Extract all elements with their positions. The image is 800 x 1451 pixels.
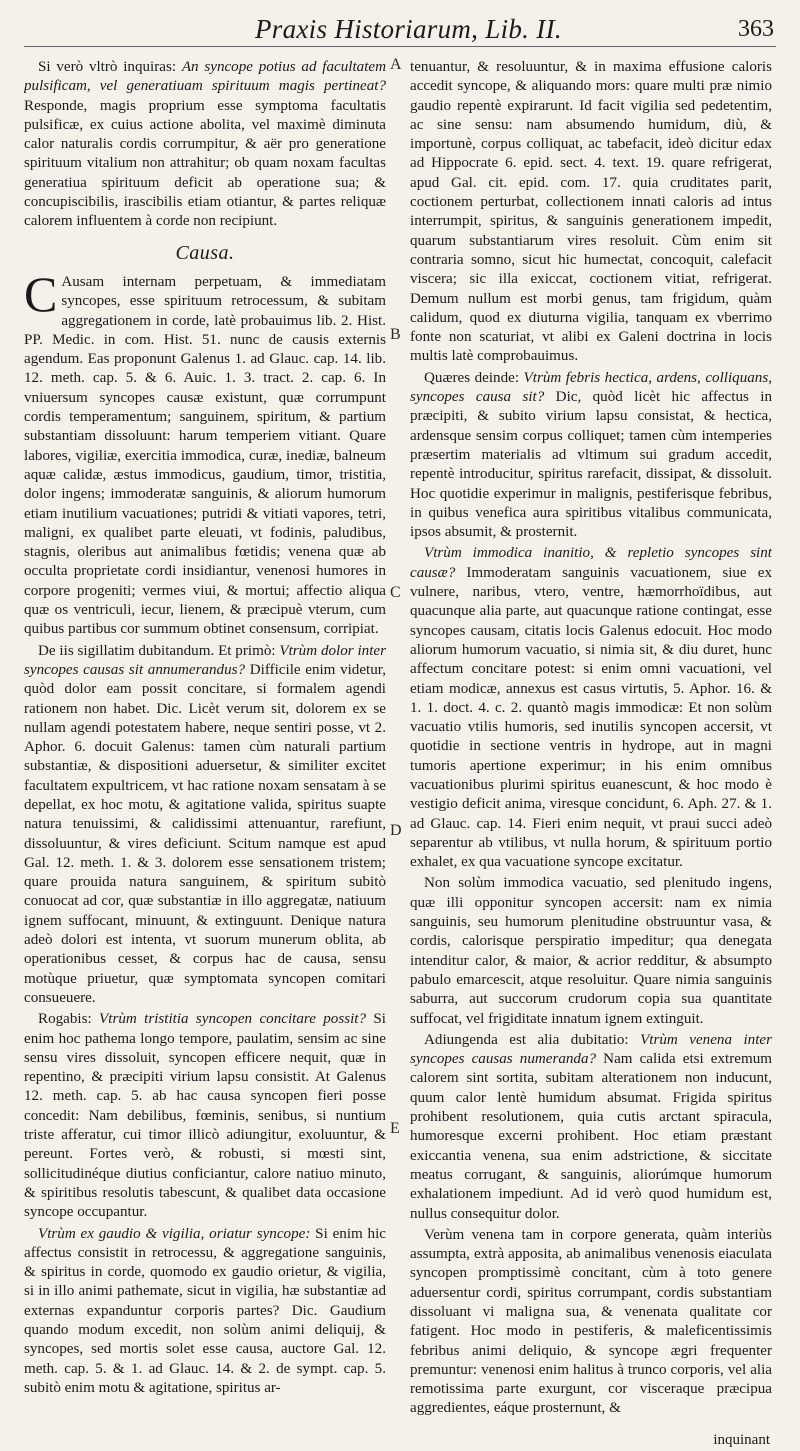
question: Vtrùm immodica inanitio, & repletio syncopes sint causæ? — [410, 545, 772, 581]
question: Vtrùm tristitia syncopen concitare possit? — [99, 1011, 367, 1028]
drop-cap: C — [24, 265, 58, 322]
margin-letter-a: A — [390, 56, 402, 73]
paragraph: Non solùm immodica vacuatio, sed plenitudo ingens, quæ illi opponitur syncopen accersit: nam ex nimia sanguinis, seu humorum plenitudine obstruuntur vasa, & cordis, calorisque perspiratio impeditur; qua denegata intenditur calor, & maior, & acrior redditur, & absumpto pabulo emarcescit, atque resoluitur. Quare nimia sanguinis saburra, aut succorum crudorum copia sua quantitate suffocat, vel frigiditate innatum ignem extinguit. — [410, 875, 772, 1027]
paragraph: Vtrùm immodica inanitio, & repletio syncopes sint causæ? Immoderatam sanguinis vacuationem, siue ex vulnere, naribus, vtero, ventre, hæmorrhoïdibus, aut quacunque alia parte, aut quacunque ratione contingat, esse syncopes causam, citatis locis Galenus edocuit. Hoc modo aliorum humorum vacuatio, si nimia sit, & diu duret, hunc affectum concitare potest: si enim omni vacuationi, vel etiam modicæ, annexus est casus virtutis, 5. Aphor. 16. & 1. 1. doct. 4. c. 2. quantò magis immodicæ: Et non solùm vacuatio vtilis humoris, sed inutilis syncopen accersit, vt quotidie in sectione ventris in hydrope, aut in magni tumoris apertione experimur; in his enim omnibus vacuationibus plurimi spiritus euanescunt, & hoc modo è vestigio deficit anima, viresque concidunt, 6. Aph. 27. & 1. ad Glauc. cap. 14. Fieri enim nequit, vt praui succi adeò separentur ab vtilibus, vt nulla horum, & spirituum portio exhalet, ex qua vacuatione syncope excitatur. — [410, 545, 772, 871]
running-title: Praxis Historiarum, Lib. II. — [255, 14, 562, 44]
paragraph: Quæres deinde: Vtrùm febris hectica, ardens, colliquans, syncopes causa sit? Dic, quòd licèt hic affectus in præcipiti, & subito virium lapsu consistat, & hectica, ardensque sensim corpus colliquet; tamen cùm intemperies præsertim materialis ad vltimum sui gradum accedit, repentè introducitur, spiritus rarefacit, dissipat, & dissoluit. Hoc quotidie experimur in malignis, pestiferisque febribus, in quibus venefica aura spiritibus vitalibus communicata, ipsos absumit, & prosternit. — [410, 369, 772, 541]
paragraph: Rogabis: Vtrùm tristitia syncopen concitare possit? Si enim hoc pathema longo tempore, paulatim, sensim ac sine sensu vires dissoluit, syncopen efficere nequit, quæ in repentino, & præcipiti virium lapsu consistit. At Galenus 12. meth. cap. 5. ab hac causa syncopen fieri posse concedit: Nam debilibus, fœminis, senibus, si nuntium triste afferatur, cui timor illicò adiungitur, exoluuntur, & pereunt. Fortes verò, & robusti, si mœsti sint, sollicitudinéque diutius conficiantur, calore natiuo minuto, & spiritibus resolutis tabescunt, & qualibet data occasione syncope occupantur. — [24, 1011, 386, 1221]
question: Vtrùm venena inter syncopes causas numeranda? — [410, 1031, 772, 1068]
paragraph: Verùm venena tam in corpore generata, quàm interiùs assumpta, extrà apposita, ab animalibus venenosis eiaculata syncopen promptissimè concitant, cùm à toto genere aduersentur cordi, spiritus corrumpant, cordis substantiam dissoluant vi maligna sua, & venenata qualitate cor fatigent. Hoc modo in pestiferis, & maleficentissimis febribus animi deliquio, & syncope ægri frequenter premuntur: venenosi enim halitus à trunco corporis, vel alia remotissima parte exurgunt, cor visceraque præcipua aggredientes, eáque prosternunt, & — [410, 1226, 772, 1417]
paragraph: Vtrùm ex gaudio & vigilia, oriatur syncope: Si enim hic affectus consistit in retrocessu, & aggregatione sanguinis, & spiritus in corde, quomodo ex gaudio orietur, & vigilia, si in illo animi pathemate, sicut in vigilia, hæ substantiæ ad externas expanduntur corporis partes? Dic. Gaudium quando modum excedit, non solùm animi deliquij, & syncopes, sed mortis solet esse causa, auctore Gal. 12. meth. cap. 5. & 1. ad Glauc. 14. & 2. de sympt. cap. 5. subitò enim motu & agitatione, spiritus ar- — [24, 1225, 386, 1396]
paragraph: De iis sigillatim dubitandum. Et primò: Vtrùm dolor inter syncopes causas sit annumerandus? Difficile enim videtur, quòd dolor eam possit concitare, si formalem agendi rationem non habet. Dic. Licèt verum sit, dolorem ex se nullam agendi potestatem habere, neque sentiri posse, vt 2. Aphor. 6. docuit Galenus: tamen cùm naturali partium substantiæ, & dispositioni aduersetur, & similiter excitet facultatem expultricem, vt hac ratione noxam sensatam à se depellat, ex hoc motu, & agitatione valida, spiritus suapte natura tenuissimi, & calidissimi attenuantur, rarefiunt, dissoluuntur, & vires deficiunt. Scitum namque est apud Gal. 12. meth. 1. & 3. dolorem esse sensationem tristem; quare prouida natura sanguinem, & spiritum subitò conuocat ad cor, quæ substantiæ in illo aggregatæ, natiuum ignem suffocant, minuunt, & extinguunt. Denique natura adeò dolori est intenta, vt suorum munerum oblita, ab operationibus cesset, & corpus hac de causa, sensu motùque priuetur, quæ symptomata syncopen comitari consueuere. — [24, 642, 386, 1006]
left-column — [24, 58, 386, 1437]
paragraph: C Ausam internam perpetuam, & immediatam syncopes, esse spirituum retrocessum, & subitam aggregationem in corde, latè probauimus lib. 2. Hist. PP. Medic. in com. Hist. 51. nunc de causis externis agendum. Eas proponunt Galenus 1. ad Glauc. cap. 14. lib. 12. meth. cap. 5. & 6. Auic. 1. 3. tract. 2. cap. 6. In vniuersum syncopes causæ existunt, quæ corrumpunt cordis temperamentum; sanguinem, spiritum, & partium substantiam dissoluunt: harum temperiem vitiant. Quare labores, vigiliæ, exercitia immodica, curæ, inediæ, balneum aquæ calidæ, æstus immodicus, gaudium, timor, tristitia, dolor ingens; immoderatæ sanguinis, & aliorum humorum etiam inutilium vacuationes; putridi & vitiati vapores, tetri, maligni, ex qualibet parte eleuati, vt fodinis, paludibus, stagnis, oleribus aut animalibus fœtidis; venena quæ ab occulta proprietate cordi insidiantur, venenosi humores in corpore progeniti; vermes viui, & mortui; affectio aliqua quæ os ventriculi, iecur, lienem, & præcipuè vterum, cum quibus partibus cor summum obtinet consensum, corripiat. — [24, 265, 386, 638]
paragraph: Adiungenda est alia dubitatio: Vtrùm venena inter syncopes causas numeranda? Nam calida etsi extremum calorem sint sortita, subitam alterationem non inducunt, quum calor lentè humidum absumat. Frigida spiritus prohibent resolutionem, quia cutis arctant spiracula, humoresque excerni prohibent. Hoc etiam præstant exiccantia venena, sua enim adstrictione, & siccitate meatus corrugant, & sanguinis, aliorúmque humorum exhalationem impediunt. Ad id verò quod humidum est, nullus consequitur dolor. — [410, 1031, 772, 1222]
margin-letter-b: B — [390, 326, 401, 343]
margin-letter-d: D — [390, 822, 402, 839]
catchword: inquinant — [713, 1432, 770, 1448]
paragraph: Si verò vltrò inquiras: An syncope potius ad facultatem pulsificam, vel generatiuam spirituum magis pertineat? Responde, magis proprium esse symptoma facultatis pulsificæ, ex cuius actione abolita, vel maximè diminuta calor naturalis cordis corrumpitur, & aër pro generatione spirituum vitalium non attrahitur; ob quam noxam facultas generatiua spirituum deficit ab operatione sua; & concupiscibilis, irascibilis etiam otiantur, & partes reliquæ calorem influentem à corde non recipiunt. — [24, 59, 386, 230]
margin-letter-e: E — [390, 1120, 400, 1137]
right-column — [410, 58, 772, 1437]
header-rule — [24, 46, 776, 47]
page-header — [0, 10, 800, 48]
paragraph: tenuantur, & resoluuntur, & in maxima effusione caloris accedit syncope, & aliquando mors: quare multi præ nimio gaudio repentè expirarunt. Id facit vigilia sed pedetentim, ac sine sensu: nam absumendo humidum, diù, & importunè, corpus colliquat, ac tabefacit, ideò dicitur edax ad Hippocrate 6. epid. sect. 4. text. 19. quare refrigerat, apud Gal. cit. epid. com. 17. quia cruditates parit, coctionem perturbat, collectionem innati caloris ad intus interrumpit, spiritus, & sanguinis generationem impedit, quarum substantiarum vires resoluit. Cùm enim sit contraria somno, sicut hic humectat, concoquit, calefacit viscera; sic illa exiccat, coctionem vitiat, refrigerat. Demum nullum est morbi genus, tam frigidum, quàm calidum, quod ex diuturna vigilia, tanquam ex vberrimo fonte non scaturiat, vt alibi ex Galeni doctrina in locis multis latè comprobauimus. — [410, 59, 772, 365]
margin-letter-c: C — [390, 584, 401, 601]
question: Vtrùm ex gaudio & vigilia, oriatur syncope: — [38, 1225, 311, 1242]
section-heading: Causa. — [175, 241, 235, 264]
question: Vtrùm febris hectica, ardens, colliquans, syncopes causa sit? — [410, 369, 772, 406]
question: An syncope potius ad facultatem pulsificam, vel generatiuam spirituum magis pertineat? — [24, 59, 386, 95]
question: Vtrùm dolor inter syncopes causas sit annumerandus? — [24, 642, 386, 678]
page-number: 363 — [738, 16, 774, 42]
